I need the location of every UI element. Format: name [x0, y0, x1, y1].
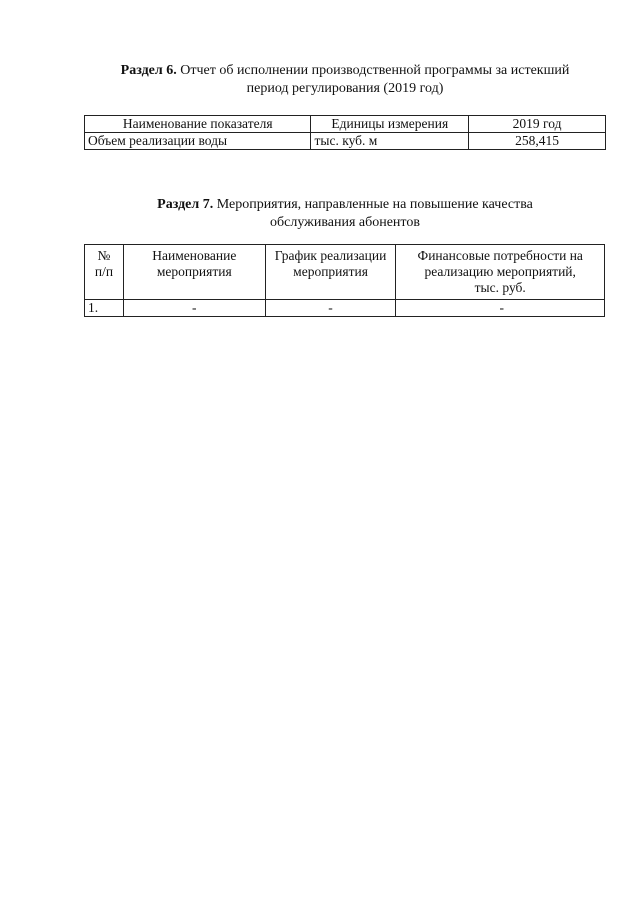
section-7-label: Раздел 7. [157, 197, 214, 212]
header-measure-name-line1: Наименование [152, 248, 237, 263]
section-7-title-line1: Мероприятия, направленные на повышение качества [213, 197, 533, 212]
table-row [85, 133, 606, 150]
header-financial-needs [396, 245, 605, 300]
table-header-row [85, 245, 605, 300]
production-report-table [84, 115, 606, 150]
header-unit: Единицы измерения [311, 116, 469, 133]
cell-schedule: - [265, 300, 396, 317]
header-financial-needs-line2: реализацию мероприятий, [424, 264, 576, 279]
cell-unit: тыс. куб. м [311, 133, 469, 150]
cell-value: 258,415 [469, 133, 606, 150]
measures-table [84, 244, 605, 317]
header-indicator-name: Наименование показателя [85, 116, 311, 133]
header-measure-name [123, 245, 265, 300]
header-schedule-line1: График реализации [274, 248, 387, 263]
table-header-row [85, 116, 606, 133]
section-7-title-line2: обслуживания абонентов [270, 215, 420, 230]
header-schedule [265, 245, 396, 300]
header-financial-needs-line3: тыс. руб. [474, 280, 526, 295]
cell-indicator-name: Объем реализации воды [85, 133, 311, 150]
header-number [85, 245, 124, 300]
header-number-line2: п/п [94, 264, 114, 279]
section-6-heading [80, 62, 610, 98]
cell-measure-name: - [123, 300, 265, 317]
table-row [85, 300, 605, 317]
section-7-heading [80, 196, 610, 232]
header-measure-name-line2: мероприятия [156, 264, 232, 279]
header-financial-needs-line1: Финансовые потребности на [417, 248, 583, 263]
section-6-title-line2: период регулирования (2019 год) [246, 81, 444, 96]
section-6-title-line1: Отчет об исполнении производственной программы за истекший [176, 63, 570, 78]
header-number-line1: № [97, 248, 111, 263]
cell-number: 1. [85, 300, 124, 317]
section-6-label: Раздел 6. [120, 63, 177, 78]
cell-financial-needs: - [396, 300, 605, 317]
header-schedule-line2: мероприятия [293, 264, 368, 279]
header-year: 2019 год [469, 116, 606, 133]
